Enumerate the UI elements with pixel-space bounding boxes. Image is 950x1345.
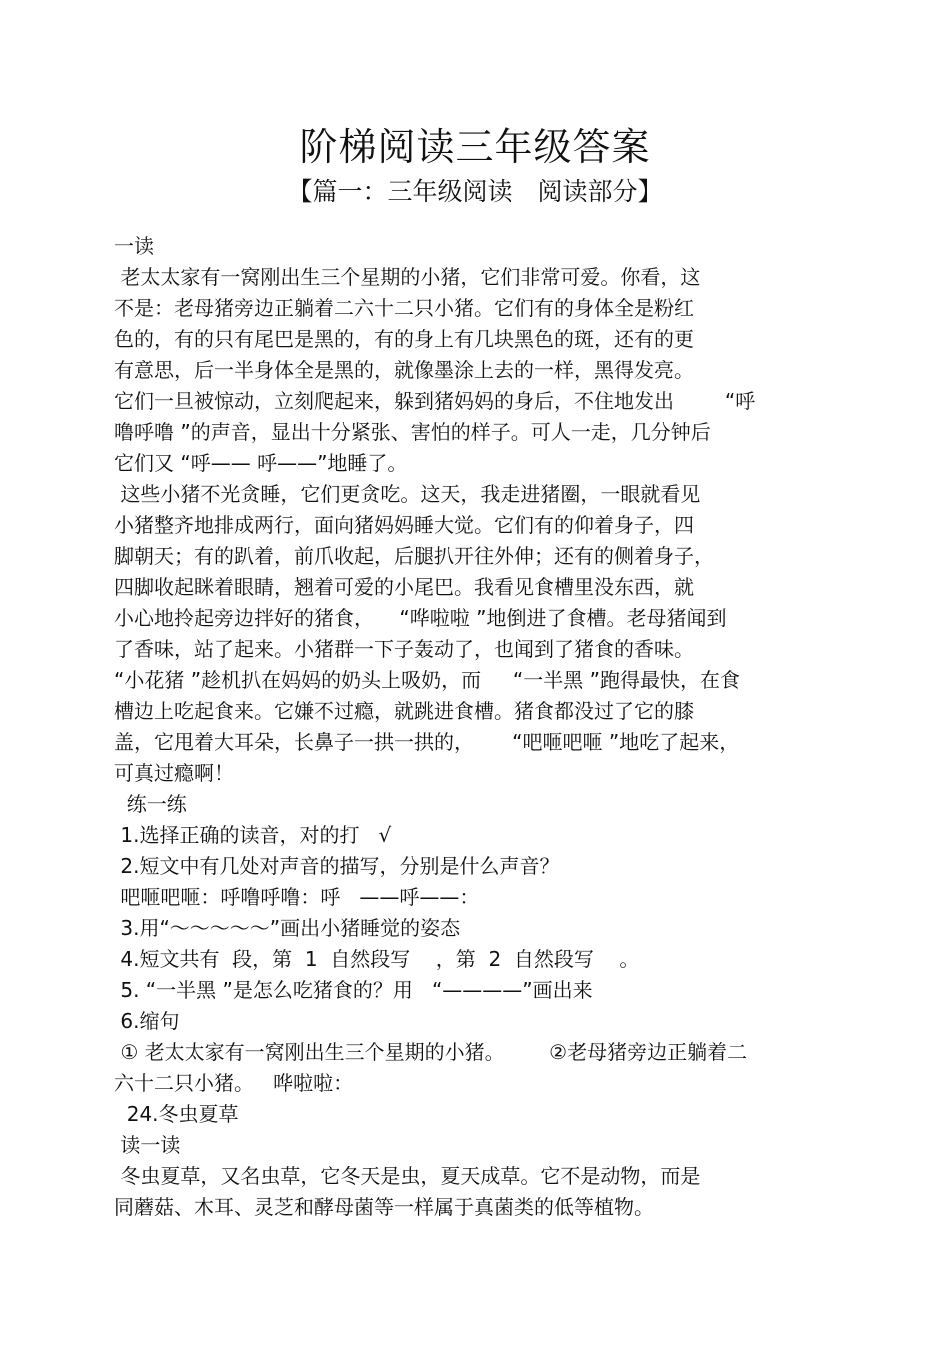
text-line: 老太太家有一窝刚出生三个星期的小猪，它们非常可爱。你看，这	[114, 265, 701, 289]
text-line: “小花猪 ”趁机扒在妈妈的奶头上吸奶，而 “一半黑 ”跑得最快，在食	[114, 668, 740, 692]
section-heading: 练一练	[114, 792, 187, 816]
question-line: 4.短文共有 段，第 1 自然段写 ，第 2 自然段写 。	[114, 947, 640, 971]
text-line: 冬虫夏草，又名虫草，它冬天是虫，夏天成草。它不是动物，而是	[114, 1164, 701, 1188]
text-line: 盖，它甩着大耳朵，长鼻子一拱一拱的， “吧咂吧咂 ”地吃了起来，	[114, 730, 740, 754]
text-line: 不是：老母猪旁边正躺着二六十二只小猪。它们有的身体全是粉红	[114, 296, 694, 320]
question-line: 2.短文中有几处对声音的描写，分别是什么声音？	[114, 854, 560, 878]
text-line: 可真过瘾啊！	[114, 761, 234, 785]
text-line: 同蘑菇、木耳、灵芝和酵母菌等一样属于真菌类的低等植物。	[114, 1195, 654, 1219]
answer-line: ① 老太太家有一窝刚出生三个星期的小猪。 ②老母猪旁边正躺着二	[114, 1040, 748, 1064]
text-line: 它们一旦被惊动，立刻爬起来，躲到猪妈妈的身后，不住地发出 “呼	[114, 389, 756, 413]
text-line: 色的，有的只有尾巴是黑的，有的身上有几块黑色的斑，还有的更	[114, 327, 694, 351]
text-line: 小心地拎起旁边拌好的猪食， “哗啦啦 ”地倒进了食槽。老母猪闻到	[114, 606, 727, 630]
text-line: 一读	[114, 234, 154, 258]
answer-line: 吧咂吧咂：呼噜呼噜：呼 ——呼——：	[114, 885, 480, 909]
question-line: 3.用“～～～～～”画出小猪睡觉的姿态	[114, 916, 461, 940]
text-line: 了香味，站了起来。小猪群一下子轰动了，也闻到了猪食的香味。	[114, 637, 694, 661]
answer-line: 六十二只小猪。 哗啦啦：	[114, 1071, 354, 1095]
page-title: 阶梯阅读三年级答案	[299, 125, 651, 169]
text-line: 脚朝天；有的趴着，前爪收起，后腿扒开往外伸；还有的侧着身子，	[114, 544, 714, 568]
question-line: 6.缩句	[114, 1009, 180, 1033]
section-heading: 24.冬虫夏草	[114, 1102, 239, 1126]
text-line: 四脚收起眯着眼睛，翘着可爱的小尾巴。我看见食槽里没东西，就	[114, 575, 694, 599]
question-line: 1.选择正确的读音，对的打 √	[114, 823, 392, 847]
text-line: 这些小猪不光贪睡，它们更贪吃。这天，我走进猪圈，一眼就看见	[114, 482, 701, 506]
section-heading: 读一读	[114, 1133, 181, 1157]
text-line: 它们又 “呼—— 呼——”地睡了。	[114, 451, 408, 475]
question-line: 5. “一半黑 ”是怎么吃猪食的？用 “————”画出来	[114, 978, 593, 1002]
text-line: 小猪整齐地排成两行，面向猪妈妈睡大觉。它们有的仰着身子，四	[114, 513, 694, 537]
text-line: 槽边上吃起食来。它嫌不过瘾，就跳进食槽。猪食都没过了它的膝	[114, 699, 694, 723]
body-text	[114, 231, 834, 1223]
text-line: 有意思，后一半身体全是黑的，就像墨涂上去的一样，黑得发亮。	[114, 358, 694, 382]
text-line: 噜呼噜 ”的声音，显出十分紧张、害怕的样子。可人一走，几分钟后	[114, 420, 711, 444]
page-subtitle: 【篇一：三年级阅读 阅读部分】	[287, 177, 663, 206]
